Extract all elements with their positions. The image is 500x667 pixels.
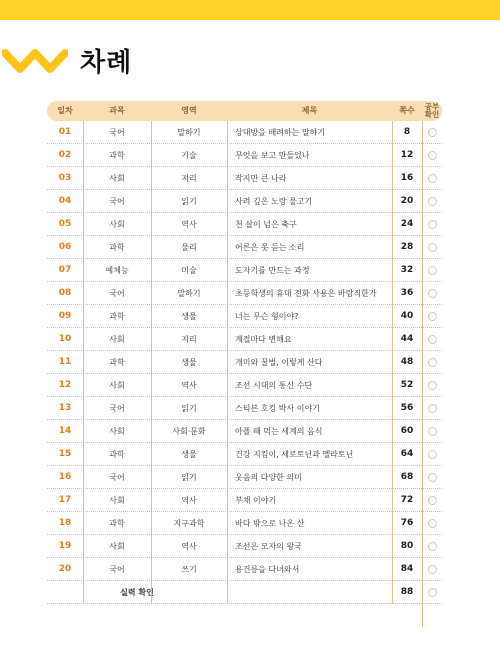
row-day: 03 xyxy=(58,173,72,183)
study-check-circle[interactable] xyxy=(428,381,437,390)
row-area: 생물 xyxy=(181,449,197,459)
row-day: 06 xyxy=(58,242,72,252)
row-area: 지리 xyxy=(181,173,197,183)
row-title: 용건릉을 다녀와서 xyxy=(235,564,300,574)
row-day: 16 xyxy=(58,472,72,482)
row-area: 역사 xyxy=(181,495,197,505)
row-title: 바다 밖으로 나온 산 xyxy=(235,518,305,528)
table-of-contents xyxy=(47,101,442,604)
table-row xyxy=(47,259,442,282)
row-subject: 사회 xyxy=(109,495,125,505)
row-day: 18 xyxy=(58,518,72,528)
row-subject: 국어 xyxy=(109,196,125,206)
review-row xyxy=(47,581,442,604)
column-divider xyxy=(422,604,423,627)
row-day: 17 xyxy=(58,495,72,505)
col-study-check-header xyxy=(422,103,442,119)
row-day: 12 xyxy=(58,380,72,390)
row-page: 48 xyxy=(400,357,414,367)
row-day: 13 xyxy=(58,403,72,413)
table-row xyxy=(47,305,442,328)
row-subject: 국어 xyxy=(109,564,125,574)
table-body xyxy=(47,121,442,604)
row-title: 조선 시대의 통신 수단 xyxy=(235,380,313,390)
row-title: 건강 지킴이, 세로토닌과 멜라토닌 xyxy=(235,449,354,459)
row-check-cell xyxy=(422,450,442,459)
row-check-cell xyxy=(422,473,442,482)
row-check-cell xyxy=(422,565,442,574)
row-area: 말하기 xyxy=(177,288,201,298)
row-title: 사려 깊은 노랑 물고기 xyxy=(235,196,313,206)
row-subject: 사회 xyxy=(109,173,125,183)
row-day: 08 xyxy=(58,288,72,298)
row-area: 역사 xyxy=(181,380,197,390)
study-check-circle[interactable] xyxy=(428,519,437,528)
study-check-circle[interactable] xyxy=(428,473,437,482)
row-check-cell xyxy=(422,519,442,528)
table-row xyxy=(47,420,442,443)
row-area: 물리 xyxy=(181,242,197,252)
row-area: 기술 xyxy=(181,150,197,160)
row-subject: 과학 xyxy=(109,150,125,160)
study-check-circle[interactable] xyxy=(428,450,437,459)
row-page: 40 xyxy=(400,311,414,321)
row-subject: 국어 xyxy=(109,288,125,298)
table-row xyxy=(47,351,442,374)
row-title: 개미와 꿀벌, 이렇게 산다 xyxy=(235,357,323,367)
col-day-header: 일차 xyxy=(57,106,73,115)
row-page: 80 xyxy=(400,541,414,551)
row-day: 05 xyxy=(58,219,72,229)
study-check-circle[interactable] xyxy=(428,565,437,574)
study-check-circle[interactable] xyxy=(428,243,437,252)
row-page: 20 xyxy=(400,196,414,206)
row-day: 20 xyxy=(58,564,72,574)
row-subject: 과학 xyxy=(109,449,125,459)
row-title: 아플 때 먹는 세계의 음식 xyxy=(235,426,323,436)
row-day: 19 xyxy=(58,541,72,551)
row-day: 02 xyxy=(58,150,72,160)
study-check-circle[interactable] xyxy=(428,496,437,505)
row-page: 16 xyxy=(400,173,414,183)
study-check-circle[interactable] xyxy=(428,358,437,367)
study-check-circle[interactable] xyxy=(428,128,437,137)
review-page: 88 xyxy=(400,587,414,597)
row-subject: 예체능 xyxy=(105,265,129,275)
study-check-circle[interactable] xyxy=(428,220,437,229)
row-check-cell xyxy=(422,243,442,252)
table-row xyxy=(47,328,442,351)
study-check-circle[interactable] xyxy=(428,151,437,160)
row-check-cell xyxy=(422,542,442,551)
row-day: 10 xyxy=(58,334,72,344)
row-page: 60 xyxy=(400,426,414,436)
row-title: 어른은 못 듣는 소리 xyxy=(235,242,305,252)
row-check-cell xyxy=(422,381,442,390)
row-subject: 국어 xyxy=(109,403,125,413)
row-title: 작지만 큰 나라 xyxy=(235,173,287,183)
row-check-cell xyxy=(422,266,442,275)
row-check-cell xyxy=(422,358,442,367)
table-row xyxy=(47,397,442,420)
review-label: 실력 확인 xyxy=(120,587,154,597)
row-area: 생물 xyxy=(181,357,197,367)
row-check-cell xyxy=(422,335,442,344)
column-divider xyxy=(392,121,393,604)
row-page: 56 xyxy=(400,403,414,413)
row-area: 역사 xyxy=(181,541,197,551)
row-subject: 사회 xyxy=(109,380,125,390)
row-check-cell xyxy=(422,496,442,505)
row-area: 미술 xyxy=(181,265,197,275)
row-area: 역사 xyxy=(181,219,197,229)
row-subject: 과학 xyxy=(109,311,125,321)
column-divider xyxy=(422,121,423,604)
row-check-cell xyxy=(422,220,442,229)
column-divider xyxy=(151,121,152,604)
study-check-circle[interactable] xyxy=(428,542,437,551)
study-check-circle[interactable] xyxy=(428,266,437,275)
row-check-cell xyxy=(422,128,442,137)
row-area: 생물 xyxy=(181,311,197,321)
table-row xyxy=(47,213,442,236)
row-page: 76 xyxy=(400,518,414,528)
table-row xyxy=(47,535,442,558)
row-subject: 과학 xyxy=(109,242,125,252)
study-check-circle[interactable] xyxy=(428,197,437,206)
row-area: 쓰기 xyxy=(181,564,197,574)
row-page: 36 xyxy=(400,288,414,298)
row-area: 지리 xyxy=(181,334,197,344)
row-check-cell xyxy=(422,404,442,413)
row-check-cell xyxy=(422,289,442,298)
row-subject: 국어 xyxy=(109,127,125,137)
row-page: 52 xyxy=(400,380,414,390)
table-row xyxy=(47,512,442,535)
row-title: 초등학생의 휴대 전화 사용은 바람직한가 xyxy=(235,288,377,298)
row-page: 44 xyxy=(400,334,414,344)
row-page: 72 xyxy=(400,495,414,505)
row-subject: 국어 xyxy=(109,472,125,482)
table-row xyxy=(47,144,442,167)
page-title: 차례 xyxy=(80,48,133,78)
table-row xyxy=(47,282,442,305)
row-title: 계절마다 변해요 xyxy=(235,334,292,344)
col-title-header: 제목 xyxy=(301,106,318,115)
row-check-cell xyxy=(422,174,442,183)
study-check-circle[interactable] xyxy=(428,404,437,413)
row-page: 84 xyxy=(400,564,414,574)
row-subject: 과학 xyxy=(109,518,125,528)
row-day: 15 xyxy=(58,449,72,459)
study-check-header-line1: 공부 xyxy=(424,102,440,111)
row-area: 읽기 xyxy=(181,403,197,413)
top-color-band xyxy=(0,0,500,20)
row-page: 68 xyxy=(400,472,414,482)
study-check-circle[interactable] xyxy=(428,312,437,321)
table-row xyxy=(47,489,442,512)
review-check-cell xyxy=(422,588,442,597)
row-title: 무엇을 보고 만들었나 xyxy=(235,150,310,160)
row-check-cell xyxy=(422,312,442,321)
row-day: 11 xyxy=(58,357,72,367)
study-check-circle[interactable] xyxy=(428,335,437,344)
row-title: 부채 이야기 xyxy=(235,495,277,505)
row-check-cell xyxy=(422,427,442,436)
table-row xyxy=(47,466,442,489)
study-check-circle[interactable] xyxy=(428,588,437,597)
row-day: 04 xyxy=(58,196,72,206)
table-row xyxy=(47,558,442,581)
row-title: 상대방을 배려하는 말하기 xyxy=(235,127,326,137)
column-divider xyxy=(83,121,84,604)
row-page: 28 xyxy=(400,242,414,252)
row-page: 12 xyxy=(400,150,414,160)
table-row xyxy=(47,121,442,144)
row-subject: 과학 xyxy=(109,357,125,367)
table-row xyxy=(47,443,442,466)
row-page: 32 xyxy=(400,265,414,275)
study-check-header-line2: 확인 xyxy=(424,110,440,119)
study-check-circle[interactable] xyxy=(428,427,437,436)
row-day: 14 xyxy=(58,426,72,436)
table-header xyxy=(47,101,442,121)
row-area: 읽기 xyxy=(181,472,197,482)
column-divider xyxy=(227,121,228,604)
row-subject: 사회 xyxy=(109,541,125,551)
row-subject: 사회 xyxy=(109,426,125,436)
table-row xyxy=(47,374,442,397)
row-check-cell xyxy=(422,151,442,160)
row-title: 너는 무슨 형이야? xyxy=(235,311,299,321)
row-title: 천 살이 넘은 축구 xyxy=(235,219,297,229)
row-title: 웃음의 다양한 의미 xyxy=(235,472,302,482)
row-title: 도자기를 만드는 과정 xyxy=(235,265,310,275)
zigzag-logo-icon xyxy=(2,43,68,77)
row-subject: 사회 xyxy=(109,334,125,344)
row-area: 말하기 xyxy=(177,127,201,137)
table-row xyxy=(47,236,442,259)
row-area: 사회·문화 xyxy=(172,426,206,436)
row-page: 8 xyxy=(403,127,411,137)
row-subject: 사회 xyxy=(109,219,125,229)
study-check-circle[interactable] xyxy=(428,174,437,183)
row-title: 조선은 모자의 왕국 xyxy=(235,541,302,551)
col-area-header: 영역 xyxy=(181,106,197,115)
row-page: 64 xyxy=(400,449,414,459)
row-day: 07 xyxy=(58,265,72,275)
row-title: 스티븐 호킹 박사 이야기 xyxy=(235,403,320,413)
table-row xyxy=(47,167,442,190)
row-area: 읽기 xyxy=(181,196,197,206)
row-day: 09 xyxy=(58,311,72,321)
study-check-circle[interactable] xyxy=(428,289,437,298)
row-area: 지구과학 xyxy=(173,518,205,528)
col-subject-header: 과목 xyxy=(109,106,125,115)
row-check-cell xyxy=(422,197,442,206)
row-page: 24 xyxy=(400,219,414,229)
row-day: 01 xyxy=(58,127,72,137)
table-row xyxy=(47,190,442,213)
col-page-header: 쪽수 xyxy=(399,106,415,115)
